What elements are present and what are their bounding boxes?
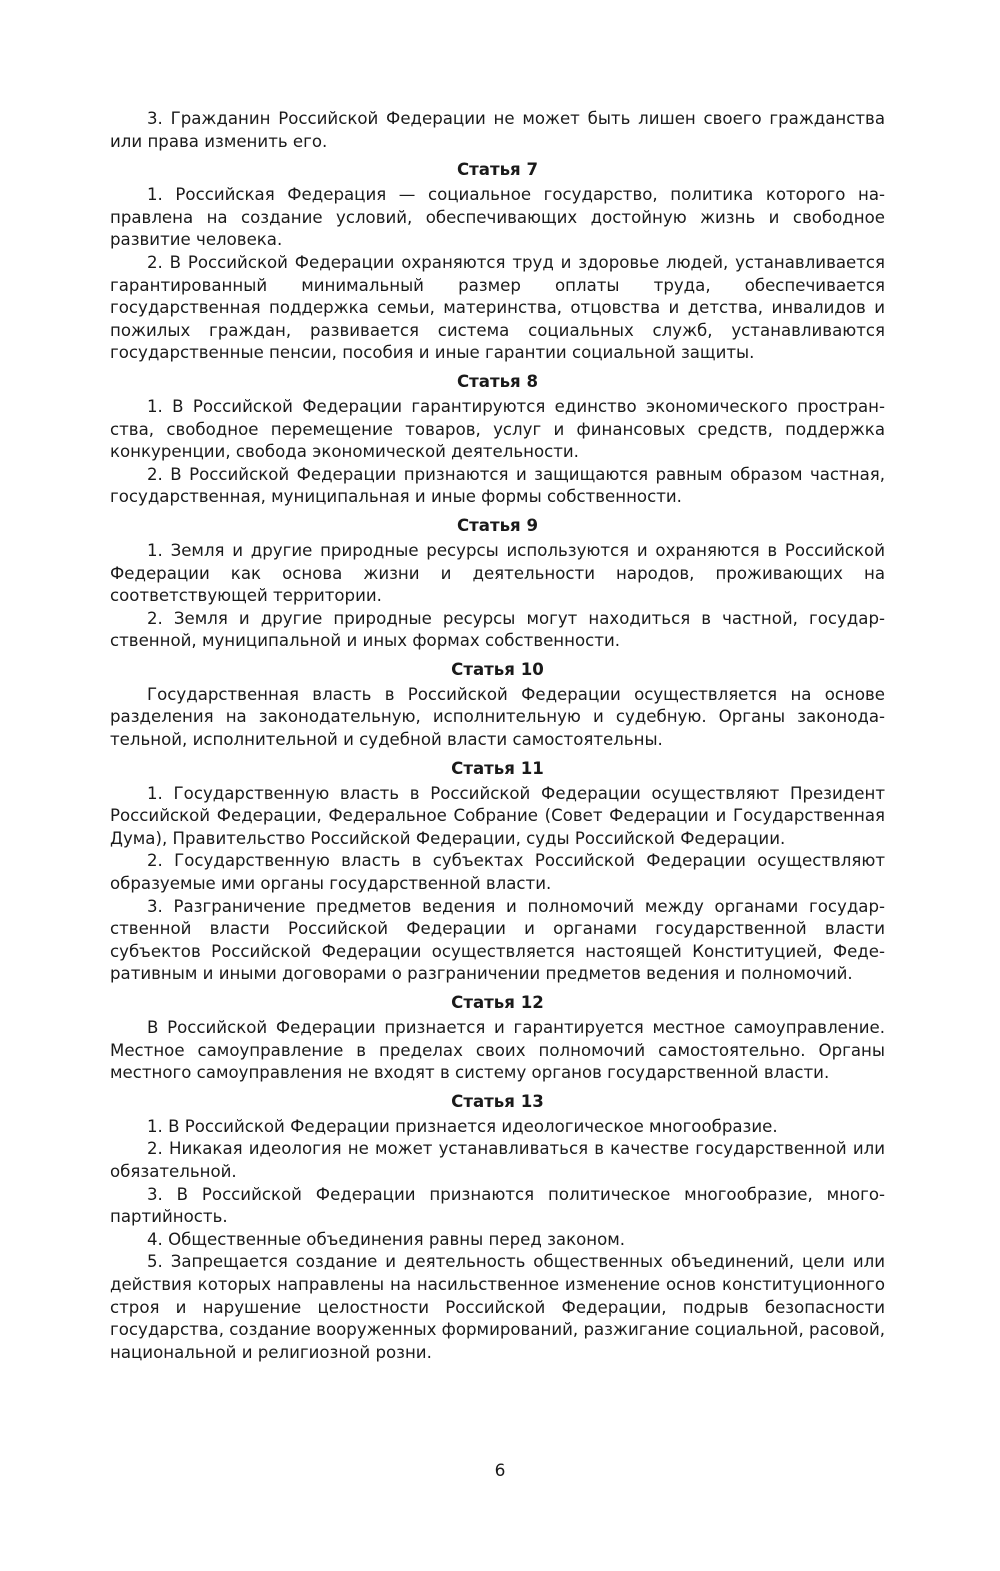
article-heading: Статья 12 (451, 993, 544, 1012)
article-paragraph: 3. Разграничение предметов ведения и полномочий между органами государственной власти Российской Федерации и органами государственной власти субъектов Российской Федерации осуществляется настоящей Конституцией, Федеративным и иными договорами о разграничении предметов ведения и полномочий. (110, 896, 885, 984)
article-heading: Статья 10 (451, 659, 544, 679)
article-heading: Статья 7 (456, 160, 539, 180)
article-paragraph: 5. Запрещается создание и деятельность общественных объединений, цели или действия которых направлены на насильственное изменение основ конституционного строя и нарушение целостности Российской Федерации, подрыв безопасности государства, создание вооруженных формирований, разжигание социальной, расовой, национальной и религиозной розни. (110, 1252, 885, 1362)
article-paragraph: 2. Государственную власть в субъектах Российской Федерации осуществляют образуемые ими органы государственной власти. (110, 851, 885, 894)
page-number: 6 (494, 1461, 506, 1481)
article-paragraph: 4. Общественные объединения равны перед законом. (147, 1229, 626, 1249)
article-paragraph: 2. В Российской Федерации признаются и защищаются равным образом частная, государственная, муниципальная и иные формы собственности. (110, 464, 885, 507)
article-11 (110, 756, 885, 986)
article-heading: Статья 9 (456, 515, 539, 535)
article-paragraph: 1. В Российской Федерации признается идеологическое многообразие. (147, 1116, 778, 1136)
article-heading: Статья 13 (451, 1091, 544, 1111)
article-paragraph: 1. Земля и другие природные ресурсы используются и охраняются в Российской Федерации как основа жизни и деятельности народов, проживающих на соответствующей территории. (110, 540, 885, 606)
article-paragraph: 1. В Российской Федерации гарантируются единство экономического пространства, свободное перемещение товаров, услуг и финансовых средств, поддержка конкуренции, свобода экономической деятельности. (110, 396, 885, 462)
article-paragraph: 1. Российская Федерация — социальное государство, политика которого направлена на создание условий, обеспечивающих достойную жизнь и свободное развитие человека. (110, 185, 885, 250)
article-paragraph: 3. В Российской Федерации признаются политическое многообразие, многопартийность. (110, 1184, 885, 1227)
article-9 (110, 513, 885, 653)
article-paragraph: 1. Государственную власть в Российской Федерации осуществляют Президент Российской Федерации, Федеральное Собрание (Совет Федерации и Государственная Дума), Правительство Российской Федерации, суды Российской Федерации. (110, 783, 885, 848)
document-page (110, 108, 885, 1364)
article-10 (110, 657, 885, 752)
article-12 (110, 990, 885, 1085)
article-paragraph: В Российской Федерации признается и гарантируется местное самоуправление. Местное самоуправление в пределах своих полномочий самостоятельно. Органы местного самоуправления не входят в систему органов государственной власти. (110, 1018, 885, 1083)
intro-paragraph: 3. Гражданин Российской Федерации не может быть лишен своего гражданства или права изменить его. (110, 109, 885, 151)
article-7 (110, 157, 885, 365)
article-13 (110, 1089, 885, 1365)
article-paragraph: 2. Никакая идеология не может устанавливаться в качестве государственной или обязательной. (110, 1139, 885, 1181)
article-paragraph: Государственная власть в Российской Федерации осуществляется на основе разделения на законодательную, исполнительную и судебную. Органы законодательной, исполнительной и судебной власти самостоятельны. (110, 684, 885, 750)
article-8 (110, 369, 885, 509)
article-paragraph: 2. Земля и другие природные ресурсы могут находиться в частной, государственной, муниципальной и иных формах собственности. (110, 608, 885, 651)
article-heading: Статья 11 (451, 758, 544, 778)
article-paragraph: 2. В Российской Федерации охраняются труд и здоровье людей, устанавливается гарантированный минимальный размер оплаты труда, обеспечивается государственная поддержка семьи, материнства, отцовства и детства, инвалидов и пожилых граждан, развивается система социальных служб, устанавливаются государственные пенсии, пособия и иные гарантии социальной защиты. (110, 252, 885, 363)
article-heading: Статья 8 (456, 371, 539, 391)
